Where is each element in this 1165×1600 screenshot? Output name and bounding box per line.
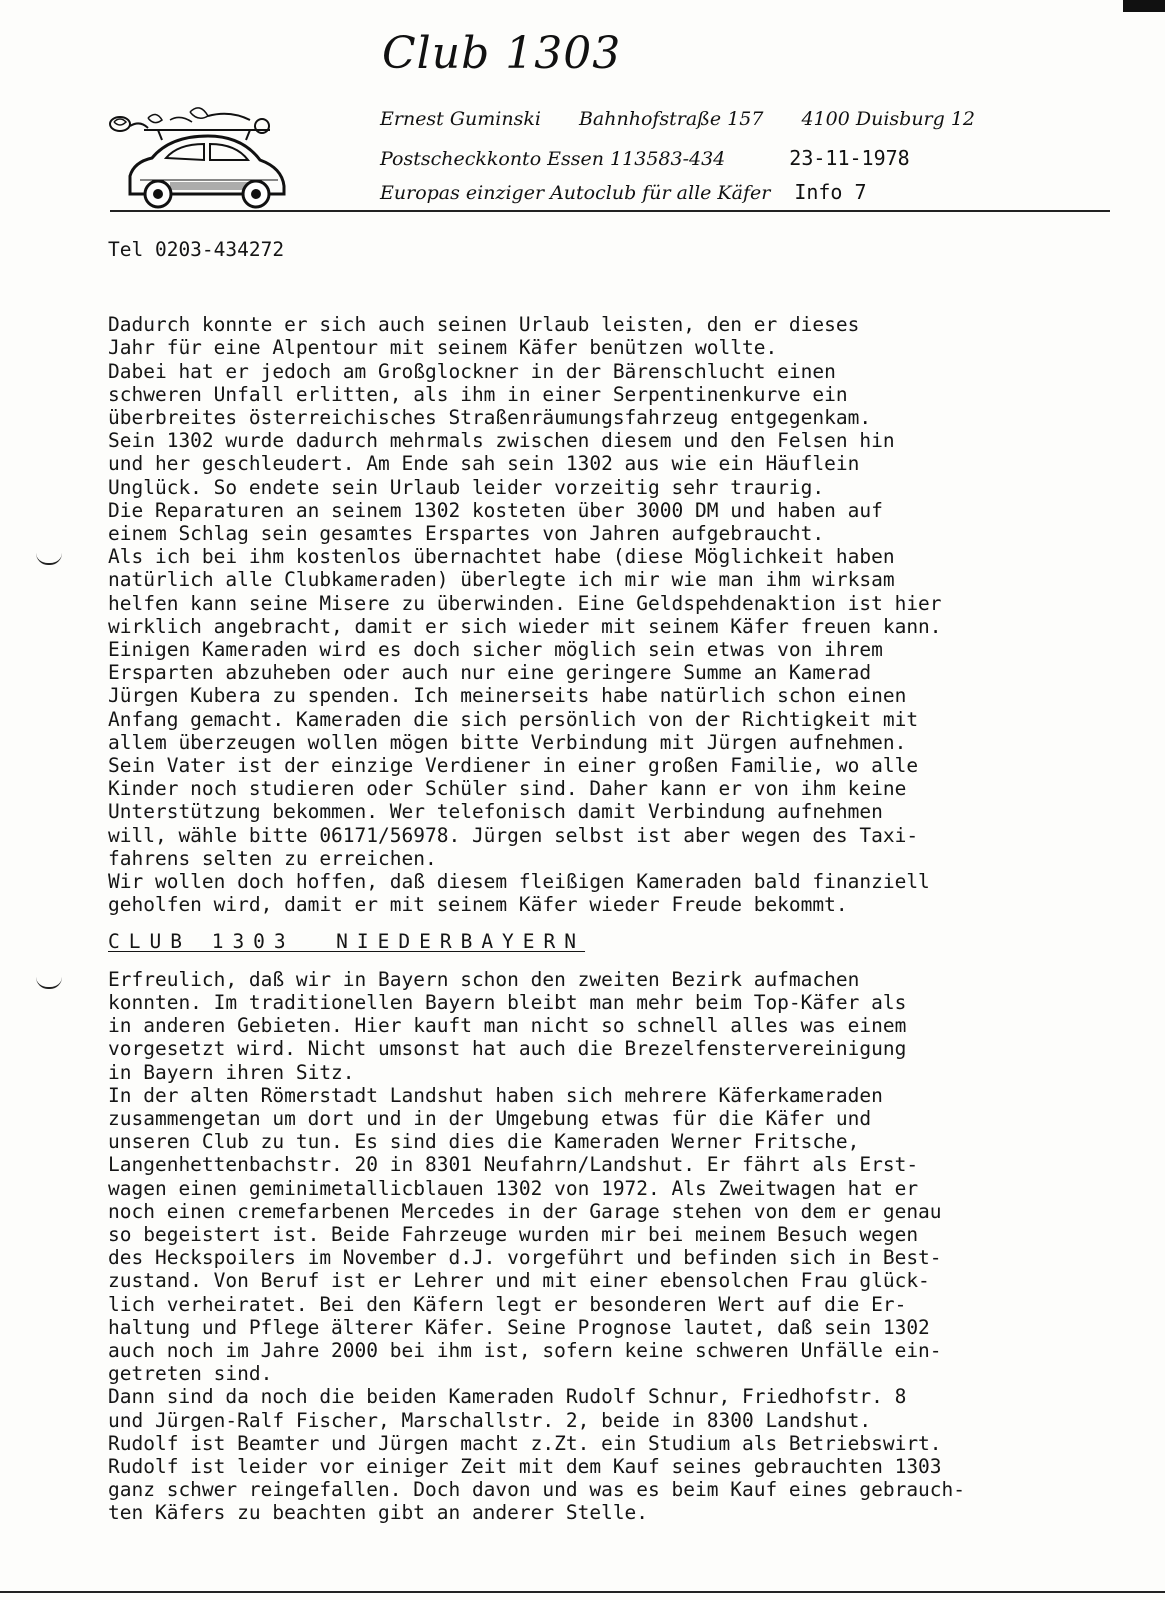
text-line: Rudolf ist Beamter und Jürgen macht z.Zt. ein Studium als Betriebswirt. bbox=[108, 1431, 942, 1455]
text-line: so begeistert ist. Beide Fahrzeuge wurden mir bei meinem Besuch wegen bbox=[108, 1222, 919, 1246]
text-line: zusammengetan um dort und in der Umgebung etwas für die Käfer und bbox=[108, 1106, 872, 1130]
text-line: Jürgen Kubera zu spenden. Ich meinerseits habe natürlich schon einen bbox=[108, 684, 907, 708]
text-line: Als ich bei ihm kostenlos übernachtet habe (diese Möglichkeit haben bbox=[108, 545, 895, 569]
text-line: haltung und Pflege älterer Käfer. Seine Prognose lautet, daß sein 1302 bbox=[108, 1315, 930, 1339]
text-line: und her geschleudert. Am Ende sah sein 1302 aus wie ein Häuflein bbox=[108, 452, 860, 476]
text-line: ten Käfers zu beachten gibt an anderer Stelle. bbox=[108, 1501, 649, 1525]
text-line: überbreites österreichisches Straßenräumungsfahrzeug entgegenkam. bbox=[108, 406, 872, 430]
text-line: des Heckspoilers im November d.J. vorgeführt und befinden sich in Best- bbox=[108, 1246, 942, 1270]
text-line: vorgesetzt wird. Nicht umsonst hat auch die Brezelfenstervereinigung bbox=[108, 1037, 907, 1061]
text-line: einem Schlag sein gesamtes Erspartes von Jahren aufgebraucht. bbox=[108, 522, 825, 546]
text-line: Unterstützung bekommen. Wer telefonisch damit Verbindung aufnehmen bbox=[108, 800, 883, 824]
text-line: Wir wollen doch hoffen, daß diesem fleißigen Kameraden bald finanziell bbox=[108, 870, 930, 894]
text-line: helfen kann seine Misere zu überwinden. Eine Geldspehdenaktion ist hier bbox=[108, 591, 942, 615]
text-line: Ersparten abzuheben oder auch nur eine geringere Summe an Kamerad bbox=[108, 661, 872, 685]
text-line: allem überzeugen wollen mögen bitte Verbindung mit Jürgen aufnehmen. bbox=[108, 730, 907, 754]
paragraph-urlaub bbox=[108, 313, 1093, 916]
address-name: Ernest Guminski bbox=[380, 108, 541, 130]
text-line: Dadurch konnte er sich auch seinen Urlaub leisten, den er dieses bbox=[108, 313, 860, 337]
text-line: Sein Vater ist der einzige Verdiener in einer großen Familie, wo alle bbox=[108, 754, 919, 778]
text-line: Einigen Kameraden wird es doch sicher möglich sein etwas von ihrem bbox=[108, 638, 883, 662]
bottom-edge-line bbox=[0, 1591, 1165, 1593]
text-line: geholfen wird, damit er mit seinem Käfer wieder Freude bekommt. bbox=[108, 893, 848, 917]
text-line: auch noch im Jahre 2000 bei ihm ist, sofern keine schweren Unfälle ein- bbox=[108, 1338, 942, 1362]
account-line bbox=[380, 146, 910, 170]
corner-mark bbox=[1123, 0, 1165, 12]
margin-mark bbox=[36, 553, 62, 565]
text-line: Kinder noch studieren oder Schüler sind. Daher kann er von ihm keine bbox=[108, 777, 907, 801]
text-line: unseren Club zu tun. Es sind dies die Kameraden Werner Fritsche, bbox=[108, 1130, 860, 1154]
text-line: wirklich angebracht, damit er sich wieder mit seinem Käfer freuen kann. bbox=[108, 614, 942, 638]
paragraph-niederbayern bbox=[108, 968, 1093, 1525]
text-line: Erfreulich, daß wir in Bayern schon den zweiten Bezirk aufmachen bbox=[108, 967, 860, 991]
text-line: Unglück. So endete sein Urlaub leider vorzeitig sehr traurig. bbox=[108, 475, 825, 499]
text-line: ganz schwer reingefallen. Doch davon und was es beim Kauf eines gebrauch- bbox=[108, 1478, 966, 1502]
letter-body bbox=[108, 238, 1093, 1525]
text-line: natürlich alle Clubkameraden) überlegte ich mir wie man ihm wirksam bbox=[108, 568, 895, 592]
text-line: schweren Unfall erlitten, als ihm in einer Serpentinenkurve ein bbox=[108, 382, 848, 406]
club-slogan: Europas einziger Autoclub für alle Käfer bbox=[380, 182, 771, 204]
text-line: in anderen Gebieten. Hier kauft man nicht so schnell alles was einem bbox=[108, 1014, 907, 1038]
text-line: will, wähle bitte 06171/56978. Jürgen selbst ist aber wegen des Taxi- bbox=[108, 823, 919, 847]
text-line: noch einen cremefarbenen Mercedes in der Garage stehen von dem er genau bbox=[108, 1199, 942, 1223]
section-heading: CLUB 1303 NIEDERBAYERN bbox=[108, 930, 586, 954]
text-line: In der alten Römerstadt Landshut haben sich mehrere Käferkameraden bbox=[108, 1083, 883, 1107]
club-title: Club 1303 bbox=[382, 28, 622, 79]
letterhead-divider bbox=[110, 210, 1110, 212]
text-line: wagen einen geminimetallicblauen 1302 von 1972. Als Zweitwagen hat er bbox=[108, 1176, 919, 1200]
text-line: Dabei hat er jedoch am Großglockner in der Bärenschlucht einen bbox=[108, 359, 836, 383]
beetle-car-logo bbox=[100, 90, 300, 210]
text-line: zustand. Von Beruf ist er Lehrer und mit einer ebensolchen Frau glück- bbox=[108, 1269, 930, 1293]
address-line bbox=[380, 108, 975, 130]
text-line: in Bayern ihren Sitz. bbox=[108, 1060, 355, 1084]
info-number: Info 7 bbox=[794, 180, 867, 204]
text-line: Dann sind da noch die beiden Kameraden Rudolf Schnur, Friedhofstr. 8 bbox=[108, 1385, 907, 1409]
letter-date: 23-11-1978 bbox=[789, 146, 910, 170]
text-line: Sein 1302 wurde dadurch mehrmals zwischen diesem und den Felsen hin bbox=[108, 429, 895, 453]
text-line: getreten sind. bbox=[108, 1362, 273, 1386]
text-line: lich verheiratet. Bei den Käfern legt er besonderen Wert auf die Er- bbox=[108, 1292, 907, 1316]
slogan-line bbox=[380, 180, 867, 204]
text-line: Rudolf ist leider vor einiger Zeit mit dem Kauf seines gebrauchten 1303 bbox=[108, 1454, 942, 1478]
text-line: Langenhettenbachstr. 20 in 8301 Neufahrn/Landshut. Er fährt als Erst- bbox=[108, 1153, 919, 1177]
account-number: Postscheckkonto Essen 113583-434 bbox=[380, 148, 726, 170]
letterhead bbox=[100, 20, 1080, 220]
text-line: konnten. Im traditionellen Bayern bleibt man mehr beim Top-Käfer als bbox=[108, 990, 907, 1014]
text-line: fahrens selten zu erreichen. bbox=[108, 846, 437, 870]
text-line: Die Reparaturen an seinem 1302 kosteten über 3000 DM und haben auf bbox=[108, 498, 883, 522]
text-line: Anfang gemacht. Kameraden die sich persönlich von der Richtigkeit mit bbox=[108, 707, 919, 731]
text-line: und Jürgen-Ralf Fischer, Marschallstr. 2, beide in 8300 Landshut. bbox=[108, 1408, 872, 1432]
text-line: Jahr für eine Alpentour mit seinem Käfer benützen wollte. bbox=[108, 336, 778, 360]
address-city: 4100 Duisburg 12 bbox=[801, 108, 976, 130]
margin-mark bbox=[36, 977, 62, 989]
telephone-number: Tel 0203-434272 bbox=[108, 238, 285, 261]
address-street: Bahnhofstraße 157 bbox=[578, 108, 764, 130]
